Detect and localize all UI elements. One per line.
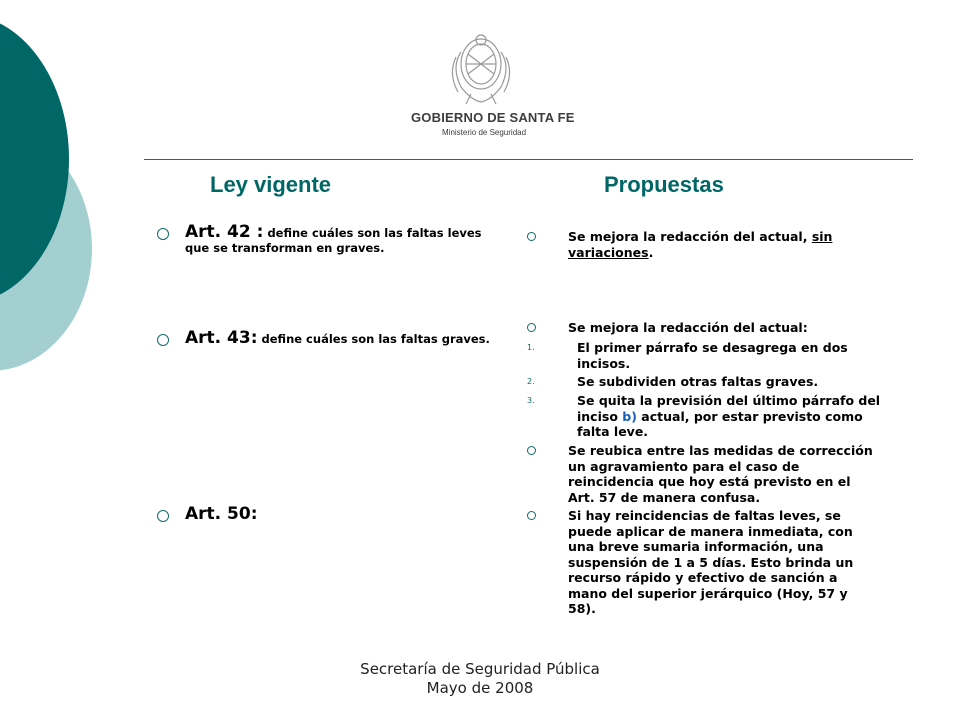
right-item-text: Se reubica entre las medidas de corrección un agravamiento para el caso de reincidencia que hoy está previsto en el Art. 57 de manera confusa.	[568, 443, 873, 505]
right-list-item	[527, 443, 887, 505]
heading-ley-vigente: Ley vigente	[210, 172, 332, 197]
right-item-text: Si hay reincidencias de faltas leves, se puede aplicar de manera inmediata, con una breve sumaria información, una suspensión de 1 a 5 días. Esto brinda un recurso rápido y efectivo de sanción a mano del superior jerárquico (Hoy, 57 y 58).	[568, 508, 854, 616]
article-description: define cuáles son las faltas leves que se transforman en graves.	[185, 226, 482, 255]
left-item-text	[185, 222, 505, 255]
right-list-item	[527, 508, 887, 617]
item-number: 2.	[527, 377, 535, 386]
header-divider	[144, 159, 913, 160]
numbered-item-text: Se subdividen otras faltas graves.	[577, 374, 819, 389]
numbered-item	[527, 374, 887, 390]
right-list-item	[527, 229, 887, 260]
footer-line-department: Secretaría de Seguridad Pública	[360, 660, 600, 678]
circle-bullet-icon	[157, 228, 169, 240]
numbered-item-text-start: Se quita la previsión del último párrafo del inciso	[577, 393, 881, 424]
article-label: Art. 43:	[185, 328, 258, 348]
numbered-item-text	[577, 393, 887, 440]
logo-subtitle: Ministerio de Seguridad	[442, 128, 527, 137]
circle-bullet-icon	[527, 323, 536, 332]
numbered-item-text: El primer párrafo se desagrega en dos incisos.	[577, 340, 848, 371]
circle-bullet-icon	[527, 232, 536, 241]
left-item-text	[185, 328, 505, 348]
left-item-text	[185, 504, 505, 524]
numbered-item	[527, 340, 887, 371]
circle-bullet-icon	[157, 334, 169, 346]
circle-bullet-icon	[527, 511, 536, 520]
underlined-text: sin variaciones	[568, 229, 833, 260]
right-item-text	[568, 229, 878, 260]
heading-propuestas: Propuestas	[604, 172, 724, 197]
left-list-item	[157, 504, 505, 524]
item-number: 3.	[527, 396, 535, 405]
proposal-text: Se mejora la redacción del actual,	[568, 229, 812, 244]
article-label: Art. 50:	[185, 504, 258, 524]
logo-title: GOBIERNO DE SANTA FE	[411, 110, 575, 125]
numbered-item	[527, 393, 887, 440]
circle-bullet-icon	[527, 446, 536, 455]
right-item-text: Se mejora la redacción del actual:	[568, 320, 808, 335]
article-description: define cuáles son las faltas graves.	[261, 332, 490, 346]
left-list-item	[157, 328, 505, 348]
numbered-item-text-end: actual, por estar previsto como falta leve.	[577, 408, 863, 439]
article-label: Art. 42 :	[185, 222, 264, 242]
left-list-item	[157, 222, 505, 255]
footer-line-date: Mayo de 2008	[426, 679, 534, 697]
circle-bullet-icon	[157, 510, 169, 522]
footer	[0, 660, 960, 698]
santa-fe-coat-of-arms-icon	[406, 32, 556, 107]
highlighted-text: b)	[622, 408, 637, 424]
item-number: 1.	[527, 343, 535, 352]
government-logo	[406, 32, 575, 142]
right-list-item	[527, 320, 887, 336]
proposal-text-end: .	[648, 244, 654, 260]
